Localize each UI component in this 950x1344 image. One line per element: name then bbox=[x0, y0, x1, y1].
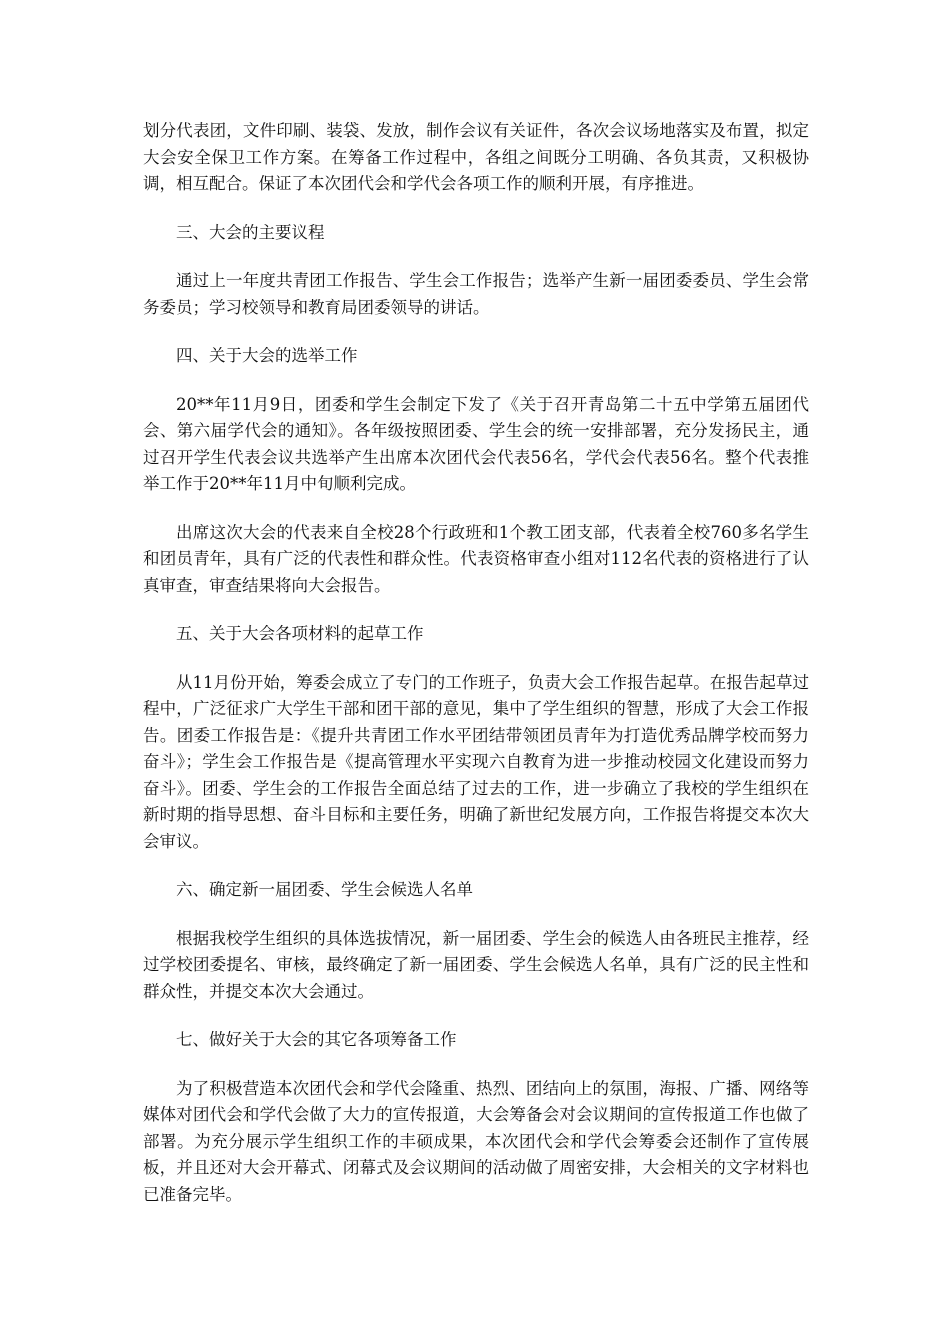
section-heading-agenda: 三、大会的主要议程 bbox=[176, 222, 325, 242]
paragraph-drafting: 从11月份开始，筹委会成立了专门的工作班子，负责大会工作报告起草。在报告起草过程中，广泛征求广大学生干部和团干部的意见，集中了学生组织的智慧，形成了大会工作报告。团委工作报告是：《提升共青团工作水平团结带领团员青年为打造优秀品牌学校而努力奋斗》；学生会工作报告是《提高管理水平实现六自教育为进一步推动校园文化建设而努力奋斗》。团委、学生会的工作报告全面总结了过去的工作，进一步确立了我校的学生组织在新时期的指导思想、奋斗目标和主要任务，明确了新世纪发展方向，工作报告将提交本次大会审议。 bbox=[143, 672, 809, 851]
paragraph-candidates: 根据我校学生组织的具体选拔情况，新一届团委、学生会的候选人由各班民主推荐，经过学校团委提名、审核，最终确定了新一届团委、学生会候选人名单，具有广泛的民主性和群众性，并提交本次大会通过。 bbox=[143, 928, 809, 1001]
paragraph-other-preparations: 为了积极营造本次团代会和学代会隆重、热烈、团结向上的氛围，海报、广播、网络等媒体对团代会和学代会做了大力的宣传报道，大会筹备会对会议期间的宣传报道工作也做了部署。为充分展示学生组织工作的丰硕成果，本次团代会和学代会筹委会还制作了宣传展板，并且还对大会开幕式、闭幕式及会议期间的活动做了周密安排，大会相关的文字材料也已准备完毕。 bbox=[143, 1078, 809, 1204]
paragraph-agenda: 通过上一年度共青团工作报告、学生会工作报告；选举产生新一届团委委员、学生会常务委员；学习校领导和教育局团委领导的讲话。 bbox=[143, 271, 809, 317]
document-body bbox=[143, 118, 809, 1230]
paragraph-delegates: 出席这次大会的代表来自全校28个行政班和1个教工团支部，代表着全校760多名学生和团员青年，具有广泛的代表性和群众性。代表资格审查小组对112名代表的资格进行了认真审查，审查结果将向大会报告。 bbox=[143, 522, 809, 595]
section-heading-other-preparations: 七、做好关于大会的其它各项筹备工作 bbox=[176, 1030, 457, 1049]
paragraph-preparation-summary: 划分代表团，文件印刷、装袋、发放，制作会议有关证件，各次会议场地落实及布置，拟定大会安全保卫工作方案。在筹备工作过程中，各组之间既分工明确、各负其责，又积极协调，相互配合。保证了本次团代会和学代会各项工作的顺利开展，有序推进。 bbox=[143, 121, 809, 193]
paragraph-election-notice: 20**年11月9日，团委和学生会制定下发了《关于召开青岛第二十五中学第五届团代会、第六届学代会的通知》。各年级按照团委、学生会的统一安排部署，充分发扬民主，通过召开学生代表会议共选举产生出席本次团代会代表56名，学代会代表56名。整个代表推举工作于20**年11月中旬顺利完成。 bbox=[143, 394, 809, 493]
section-heading-drafting: 五、关于大会各项材料的起草工作 bbox=[176, 624, 424, 643]
section-heading-candidates: 六、确定新一届团委、学生会候选人名单 bbox=[176, 880, 473, 899]
section-heading-election: 四、关于大会的选举工作 bbox=[176, 346, 358, 365]
